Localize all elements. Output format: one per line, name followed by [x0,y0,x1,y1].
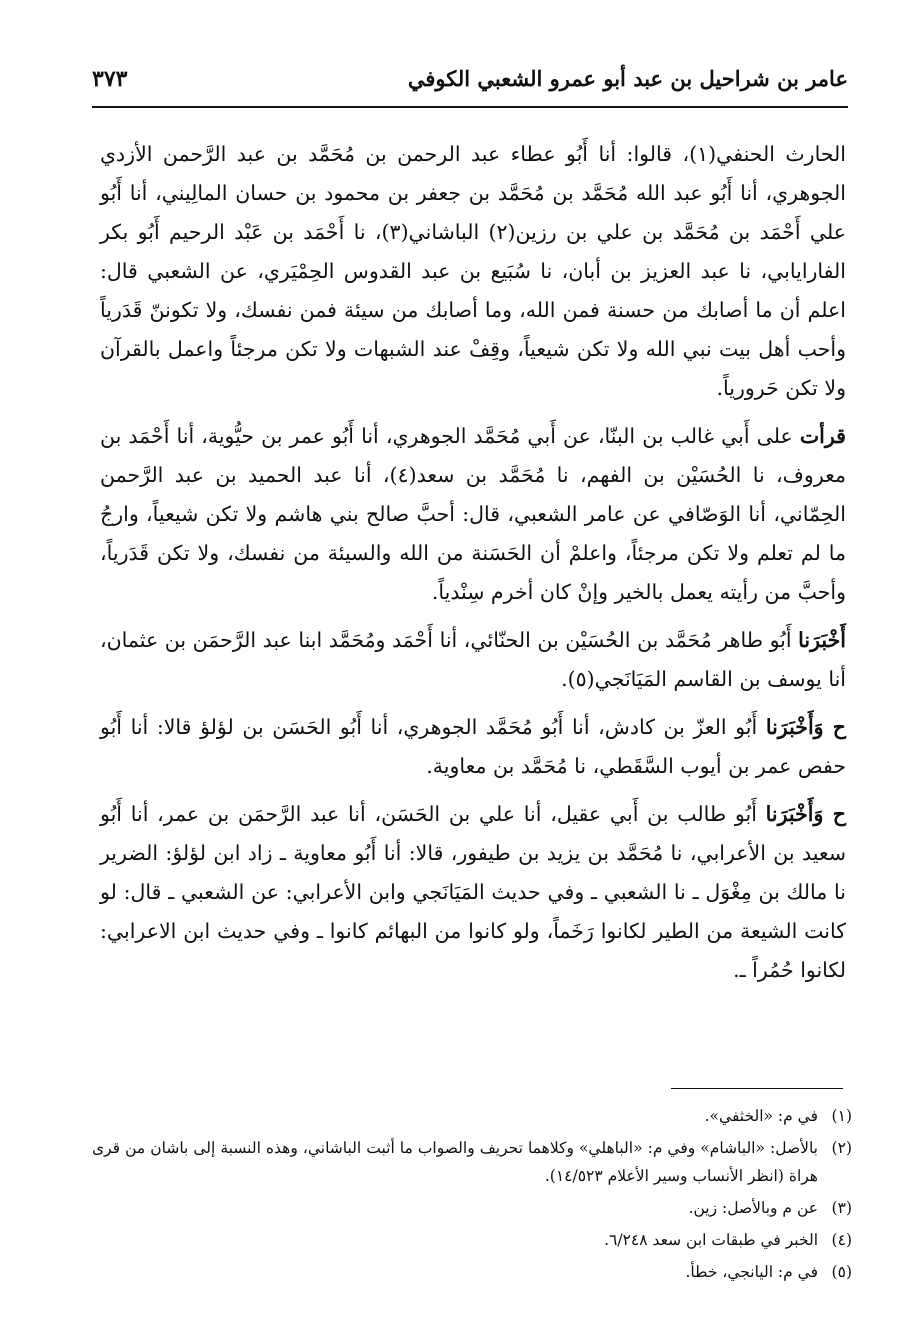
paragraph-text: على أَبي غالب بن البنّا، عن أَبي مُحَمَّد الجوهري، أنا أَبُو عمر بن حيُّوية، أنا أَحْمَد بن معروف، نا الحُسَيْن بن الفهم، نا مُحَمَّد بن سعد(٤)، أنا عبد الحميد بن عبد الرَّحمن الحِمّاني، أنا الوَصّافي عن عامر الشعبي، قال: أحبَّ صالح بني هاشم ولا تكن شيعياً، وارجُ ما لم تعلم ولا تكن مرجئاً، واعلمْ أن الحَسَنة من الله والسيئة من نفسك، ولا تكن قَدَرياً، وأحبَّ من رأيته يعمل بالخير وإنْ كان أخرم سِنْدياً. [100,424,846,604]
page-number: ٣٧٣ [92,66,128,92]
paragraph-lead: ح وَأَخْبَرَنا [765,715,846,739]
paragraph-text: أَبُو العزّ بن كادش، أنا أَبُو مُحَمَّد الجوهري، أنا أَبُو الحَسَن بن لؤلؤ قالا: أنا أَبُو حفص عمر بن أيوب السَّقَطي، نا مُحَمَّد بن معاوية. [100,715,846,778]
footnote-number: (٣) [831,1199,852,1217]
paragraph-text: أَبُو طاهر مُحَمَّد بن الحُسَيْن بن الحنّائي، أنا أَحْمَد ومُحَمَّد ابنا عبد الرَّحمَن بن عثمان، أنا يوسف بن القاسم المَيَانَجي(٥). [100,628,846,691]
running-head: عامر بن شراحيل بن عبد أبو عمرو الشعبي الكوفي [407,66,848,91]
footnote-text: الخبر في طبقات ابن سعد ٦/٢٤٨. [604,1231,818,1249]
paragraph [100,135,846,408]
footnote [92,1102,852,1130]
footnote [92,1134,852,1190]
paragraph-lead: أَخْبَرَنا [798,628,846,652]
footnote-number: (٥) [831,1263,852,1281]
footnote-text: عن م وبالأصل: زين. [688,1199,818,1217]
main-text [100,135,846,990]
paragraph [100,795,846,990]
footnotes [92,1102,852,1290]
page-header [92,58,848,108]
footnote-number: (١) [831,1107,852,1125]
footnote-text: في م: «الخثفي». [704,1107,818,1125]
paragraph [100,621,846,699]
footnote-number: (٤) [831,1231,852,1249]
paragraph [100,417,846,612]
paragraph-text: الحارث الحنفي(١)، قالوا: أنا أَبُو عطاء عبد الرحمن بن مُحَمَّد بن عبد الرَّحمن الأزدي الجوهري، أنا أَبُو عبد الله مُحَمَّد بن مُحَمَّد بن جعفر بن محمود بن حسان المالِيني، أنا أَبُو علي أَحْمَد بن مُحَمَّد بن علي بن رزين(٢) الباشاني(٣)، نا أَحْمَد بن عَبْد الرحيم أَبُو بكر الفارايابي، نا عبد العزيز بن أبان، نا سُبَيع بن عبد القدوس الحِمْيَري، عن الشعبي قال: اعلم أن ما أصابك من حسنة فمن الله، وما أصابك من سيئة فمن نفسك، ولا تكوننّ قَدَرياً وأحب أهل بيت نبي الله ولا تكن شيعياً، وقِفْ عند الشبهات ولا تكن مرجئاً واعمل بالقرآن ولا تكن حَرورياً. [100,142,846,400]
paragraph-lead: قرأت [799,424,846,448]
paragraph [100,708,846,786]
footnote [92,1226,852,1254]
paragraph-lead: ح وَأَخْبَرَنا [765,802,846,826]
footnote-number: (٢) [831,1139,852,1157]
footnote-text: في م: اليانجي، خطأ. [685,1263,818,1281]
footnote [92,1194,852,1222]
footnote [92,1258,852,1286]
paragraph-text: أَبُو طالب بن أَبي عقيل، أنا علي بن الحَسَن، أنا عبد الرَّحمَن بن عمر، أنا أَبُو سعيد بن الأعرابي، نا مُحَمَّد بن يزيد بن طيفور، قالا: أنا أَبُو معاوية ـ زاد ابن لؤلؤ: الضرير نا مالك بن مِغْوَل ـ نا الشعبي ـ وفي حديث المَيَانَجي وابن الأعرابي: عن الشعبي ـ قال: لو كانت الشيعة من الطير لكانوا رَخَماً، ولو كانوا من البهائم كانوا ـ وفي حديث ابن الاعرابي: لكانوا حُمُراً ـ. [100,802,846,982]
footnote-divider [671,1088,843,1089]
footnote-text: بالأصل: «الباشام» وفي م: «الباهلي» وكلاهما تحريف والصواب ما أثبت الباشاني، وهذه النسبة إلى باشان من قرى هراة (انظر الأنساب وسير الأعلام ١٤/٥٢٣). [92,1139,818,1185]
